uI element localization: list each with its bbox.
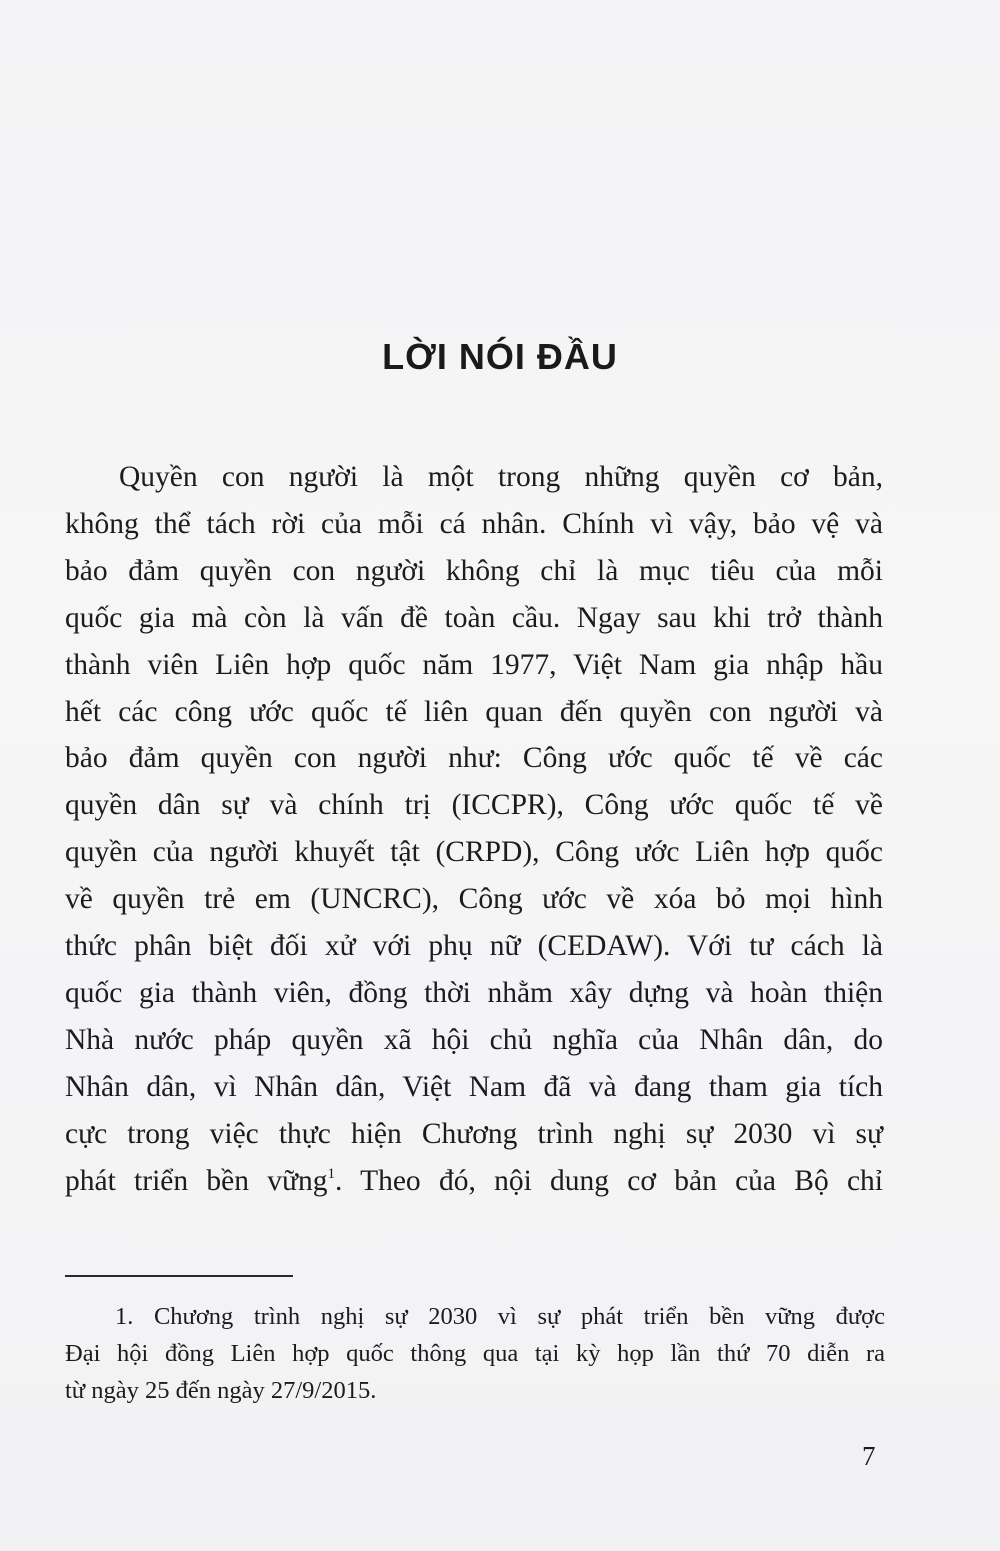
footnote-line: Đại hội đồng Liên hợp quốc thông qua tại kỳ họp lần thứ 70 diễn ra <box>65 1340 885 1367</box>
paragraph-line: bảo đảm quyền con người không chỉ là mục tiêu của mỗi <box>65 554 883 587</box>
paragraph-line: về quyền trẻ em (UNCRC), Công ước về xóa bỏ mọi hình <box>65 883 883 916</box>
page-title: LỜI NÓI ĐẦU <box>382 336 618 377</box>
paragraph-line: bảo đảm quyền con người như: Công ước quốc tế về các <box>65 742 883 775</box>
main-paragraph <box>65 454 883 1205</box>
paragraph-line: quyền của người khuyết tật (CRPD), Công ước Liên hợp quốc <box>65 836 883 869</box>
page-number: 7 <box>862 1441 876 1471</box>
paragraph-line: quốc gia thành viên, đồng thời nhằm xây dựng và hoàn thiện <box>65 976 883 1009</box>
paragraph-line: Quyền con người là một trong những quyền cơ bản, <box>119 461 883 493</box>
paragraph-line: thành viên Liên hợp quốc năm 1977, Việt Nam gia nhập hầu <box>65 648 883 681</box>
paragraph-line: quyền dân sự và chính trị (ICCPR), Công ước quốc tế về <box>65 789 883 822</box>
paragraph-line: cực trong việc thực hiện Chương trình nghị sự 2030 vì sự <box>65 1117 883 1150</box>
paragraph-line: Nhà nước pháp quyền xã hội chủ nghĩa của Nhân dân, do <box>65 1023 883 1056</box>
paragraph-line: Nhân dân, vì Nhân dân, Việt Nam đã và đang tham gia tích <box>65 1070 883 1103</box>
footnote-separator <box>65 1275 293 1277</box>
footnote-line: 1. Chương trình nghị sự 2030 vì sự phát triển bền vững được <box>115 1303 885 1330</box>
text-after-footnote-ref: . Theo đó, nội dung cơ bản của Bộ chỉ <box>334 1164 884 1197</box>
text-before-footnote-ref: phát triển bền vững <box>65 1164 328 1197</box>
paragraph-line: thức phân biệt đối xử với phụ nữ (CEDAW). Với tư cách là <box>65 930 883 963</box>
footnote <box>65 1298 885 1409</box>
paragraph-line: hết các công ước quốc tế liên quan đến quyền con người và <box>65 695 883 728</box>
footnote-line: từ ngày 25 đến ngày 27/9/2015. <box>65 1377 377 1404</box>
paragraph-line: quốc gia mà còn là vấn đề toàn cầu. Ngay sau khi trở thành <box>65 601 883 634</box>
paragraph-line-last <box>65 1158 883 1205</box>
paragraph-line: không thể tách rời của mỗi cá nhân. Chính vì vậy, bảo vệ và <box>65 507 883 540</box>
footnote-reference[interactable]: 1 <box>327 1165 335 1182</box>
